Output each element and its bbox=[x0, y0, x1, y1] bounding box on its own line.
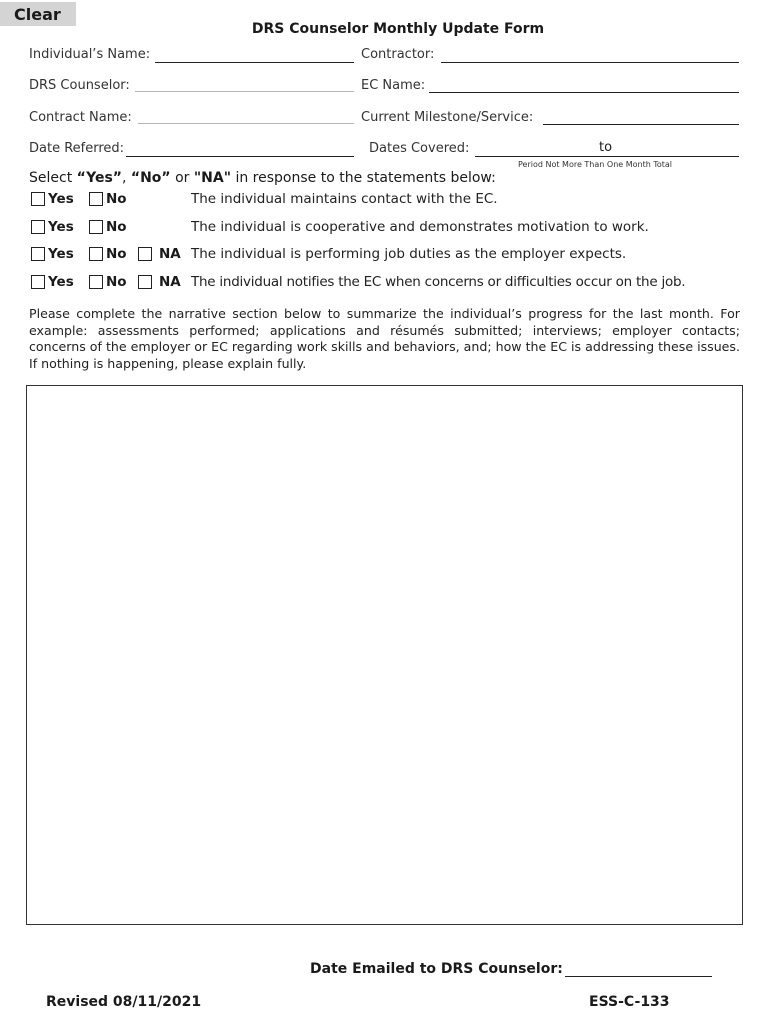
period-note: Period Not More Than One Month Total bbox=[518, 160, 673, 169]
contract-name-label: Contract Name: bbox=[29, 110, 132, 125]
current-milestone-label: Current Milestone/Service: bbox=[361, 110, 534, 125]
individual-name-field[interactable] bbox=[155, 62, 354, 63]
statement-3-no-label: No bbox=[106, 246, 127, 262]
date-emailed-field[interactable] bbox=[565, 976, 712, 977]
individual-name-label: Individual’s Name: bbox=[29, 47, 151, 62]
statement-1-no-label: No bbox=[106, 191, 127, 207]
statement-4-text: The individual notifies the EC when concerns or difficulties occur on the job. bbox=[191, 274, 686, 290]
ec-name-label: EC Name: bbox=[361, 78, 426, 93]
drs-counselor-label: DRS Counselor: bbox=[29, 78, 130, 93]
statement-1-text: The individual maintains contact with the EC. bbox=[191, 191, 498, 207]
form-number: ESS-C-133 bbox=[589, 994, 670, 1010]
date-emailed-label: Date Emailed to DRS Counselor: bbox=[310, 961, 563, 977]
statement-2-yes-label: Yes bbox=[48, 219, 74, 235]
narrative-textarea[interactable] bbox=[26, 385, 743, 925]
clear-button[interactable]: Clear bbox=[0, 2, 76, 26]
statement-4-yes-label: Yes bbox=[48, 274, 74, 290]
statement-4-no-checkbox[interactable] bbox=[89, 275, 103, 289]
statement-3-na-label: NA bbox=[159, 246, 181, 262]
dates-covered-label: Dates Covered: bbox=[369, 141, 470, 156]
statement-1-yes-checkbox[interactable] bbox=[31, 192, 45, 206]
date-referred-label: Date Referred: bbox=[29, 141, 125, 156]
statement-2-text: The individual is cooperative and demonstrates motivation to work. bbox=[191, 219, 649, 235]
select-instruction: Select “Yes”, “No” or "NA" in response to the statements below: bbox=[29, 170, 496, 186]
current-milestone-field[interactable] bbox=[543, 124, 739, 125]
revised-date: Revised 08/11/2021 bbox=[46, 994, 202, 1010]
drs-counselor-field[interactable] bbox=[135, 91, 354, 92]
date-referred-field[interactable] bbox=[126, 156, 354, 157]
form-title: DRS Counselor Monthly Update Form bbox=[251, 21, 545, 37]
narrative-instructions: Please complete the narrative section below to summarize the individual’s progress for the last month. For example: assessments performed; applications and résumés submitted; interviews; employer contacts; concerns of the employer or EC regarding work skills and behaviors, and; how the EC is addressing these issues. If nothing is happening, please explain fully. bbox=[29, 306, 740, 371]
statement-4-no-label: No bbox=[106, 274, 127, 290]
contract-name-field[interactable] bbox=[138, 123, 354, 124]
statement-4-na-label: NA bbox=[159, 274, 181, 290]
statement-4-na-checkbox[interactable] bbox=[138, 275, 152, 289]
dates-to-label: to bbox=[599, 140, 613, 155]
contractor-field[interactable] bbox=[441, 62, 739, 63]
ec-name-field[interactable] bbox=[429, 92, 739, 93]
statement-3-text: The individual is performing job duties as the employer expects. bbox=[191, 246, 627, 262]
statement-1-yes-label: Yes bbox=[48, 191, 74, 207]
statement-2-yes-checkbox[interactable] bbox=[31, 220, 45, 234]
statement-2-no-checkbox[interactable] bbox=[89, 220, 103, 234]
statement-1-no-checkbox[interactable] bbox=[89, 192, 103, 206]
statement-3-no-checkbox[interactable] bbox=[89, 247, 103, 261]
statement-3-yes-label: Yes bbox=[48, 246, 74, 262]
statement-3-yes-checkbox[interactable] bbox=[31, 247, 45, 261]
statement-4-yes-checkbox[interactable] bbox=[31, 275, 45, 289]
statement-3-na-checkbox[interactable] bbox=[138, 247, 152, 261]
dates-covered-field[interactable] bbox=[475, 156, 739, 157]
statement-2-no-label: No bbox=[106, 219, 127, 235]
contractor-label: Contractor: bbox=[361, 47, 435, 62]
